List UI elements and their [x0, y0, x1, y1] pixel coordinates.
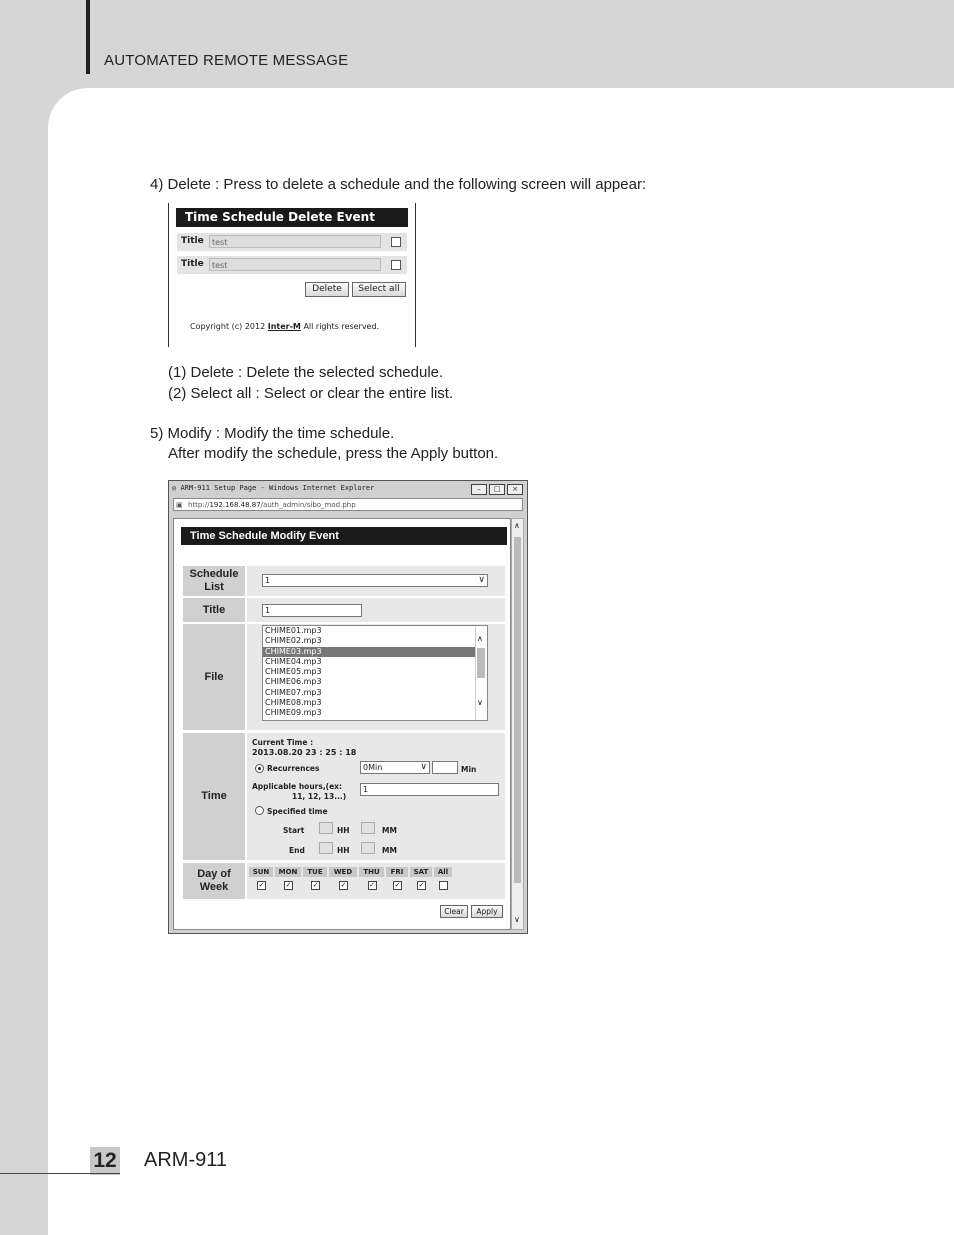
schedule-list-value: 1	[265, 576, 271, 585]
chevron-up-icon[interactable]: ∧	[477, 634, 483, 643]
file-item[interactable]: CHIME06.mp3	[265, 677, 322, 687]
file-item[interactable]: CHIME05.mp3	[265, 667, 322, 677]
modify-event-screenshot	[168, 480, 528, 934]
browser-scrollbar[interactable]	[511, 518, 524, 930]
end-mm-label: MM	[382, 846, 397, 855]
ie-icon: ◎	[172, 484, 177, 492]
start-mm-input[interactable]	[361, 822, 375, 834]
day-header: WED	[329, 867, 357, 877]
file-item[interactable]: CHIME07.mp3	[265, 687, 322, 697]
day-of-week-label: Day of Week	[183, 863, 245, 899]
file-item[interactable]: CHIME09.mp3	[265, 708, 322, 718]
start-hh-input[interactable]	[319, 822, 333, 834]
file-item[interactable]: CHIME08.mp3	[265, 698, 322, 708]
maximize-icon[interactable]: □	[489, 484, 505, 495]
step4-item-select-all: (2) Select all : Select or clear the entire list.	[168, 385, 454, 402]
row-label: Title	[181, 259, 204, 269]
applicable-hours-input[interactable]: 1	[360, 783, 499, 796]
file-item[interactable]: CHIME02.mp3	[265, 636, 322, 646]
day-of-week-cell	[247, 863, 505, 899]
file-list-scrollbar[interactable]	[475, 626, 487, 720]
chevron-up-icon[interactable]: ∧	[514, 521, 520, 530]
chevron-down-icon: ∨	[420, 762, 427, 772]
start-mm-label: MM	[382, 826, 397, 835]
schedule-list-select[interactable]	[262, 574, 488, 587]
footer-rule	[0, 1173, 120, 1174]
day-checkbox[interactable]: ✓	[418, 881, 425, 889]
browser-scroll-thumb[interactable]	[514, 537, 521, 883]
chevron-down-icon: ∨	[478, 575, 485, 585]
section-title: AUTOMATED REMOTE MESSAGE	[104, 52, 349, 69]
specified-time-label: Specified time	[267, 807, 328, 816]
file-item[interactable]: CHIME01.mp3	[265, 626, 322, 635]
day-checkbox[interactable]: ✓	[340, 881, 347, 889]
minimize-icon[interactable]: –	[471, 484, 487, 495]
delete-button[interactable]: Delete	[305, 282, 349, 297]
delete-event-title: Time Schedule Delete Event	[176, 208, 408, 227]
day-checkbox[interactable]: ✓	[394, 881, 401, 889]
schedule-list-cell	[247, 566, 505, 596]
file-listbox[interactable]	[262, 625, 488, 721]
day-checkbox[interactable]: ✓	[312, 881, 319, 889]
row-checkbox[interactable]	[391, 237, 401, 247]
step5-text: 5) Modify : Modify the time schedule.	[150, 425, 395, 442]
title-label: Title	[183, 598, 245, 622]
copyright-suffix: All rights reserved.	[303, 322, 380, 331]
chevron-down-icon[interactable]: ∨	[514, 915, 520, 924]
row-label: Title	[181, 236, 204, 246]
specified-time-radio[interactable]	[255, 806, 264, 815]
title-input[interactable]: 1	[262, 604, 362, 617]
applicable-hours-example: 11, 12, 13...)	[292, 792, 347, 801]
address-host: 192.168.48.87	[209, 501, 261, 509]
page-icon: ▣	[176, 501, 183, 509]
recurrences-radio[interactable]	[255, 764, 264, 773]
current-time-value: 2013.08.20 23 : 25 : 18	[252, 748, 357, 757]
day-header: TUE	[303, 867, 327, 877]
schedule-list-label: Schedule List	[183, 566, 245, 596]
start-hh-label: HH	[337, 826, 350, 835]
applicable-hours-label: Applicable hours,(ex:	[252, 782, 343, 791]
end-hh-input[interactable]	[319, 842, 333, 854]
time-cell	[247, 733, 505, 860]
recurrences-label: Recurrences	[267, 764, 320, 773]
copyright-prefix: Copyright (c) 2012	[190, 322, 266, 331]
header-bar	[86, 0, 90, 74]
apply-button[interactable]: Apply	[471, 905, 503, 918]
delete-event-screenshot	[168, 203, 416, 347]
file-item-selected[interactable]: CHIME03.mp3	[263, 647, 476, 657]
step4-text: 4) Delete : Press to delete a schedule and the following screen will appear:	[150, 176, 647, 193]
day-header: SUN	[249, 867, 273, 877]
row-title-field[interactable]: test	[209, 235, 381, 248]
window-title-text: ARM-911 Setup Page - Windows Internet Explorer	[180, 484, 375, 492]
day-header: All	[434, 867, 452, 877]
model-name: ARM-911	[144, 1149, 227, 1171]
min-label: Min	[461, 765, 477, 774]
copyright	[190, 322, 379, 331]
page-number: 12	[90, 1147, 120, 1175]
browser-content	[173, 518, 511, 930]
row-title-field[interactable]: test	[209, 258, 381, 271]
time-label: Time	[183, 733, 245, 860]
file-label: File	[183, 624, 245, 730]
copyright-brand: Inter-M	[267, 322, 301, 331]
day-header: SAT	[410, 867, 432, 877]
day-checkbox[interactable]	[439, 881, 448, 890]
file-list-scroll-thumb[interactable]	[477, 648, 485, 678]
recurrence-min-input[interactable]	[432, 761, 458, 774]
day-header: FRI	[386, 867, 408, 877]
modify-event-title: Time Schedule Modify Event	[181, 527, 507, 545]
day-checkbox-grid	[249, 867, 449, 895]
chevron-down-icon[interactable]: ∨	[477, 698, 483, 707]
recurrence-select-value: 0Min	[363, 763, 383, 772]
file-item[interactable]: CHIME04.mp3	[265, 656, 322, 666]
start-label: Start	[283, 826, 305, 835]
day-header: MON	[275, 867, 301, 877]
address-bar[interactable]	[173, 498, 523, 511]
delete-row	[177, 256, 407, 274]
step4-item-delete: (1) Delete : Delete the selected schedule.	[168, 364, 444, 381]
row-checkbox[interactable]	[391, 260, 401, 270]
delete-row	[177, 233, 407, 251]
close-icon[interactable]: ×	[507, 484, 523, 495]
end-hh-label: HH	[337, 846, 350, 855]
end-mm-input[interactable]	[361, 842, 375, 854]
title-cell	[247, 598, 505, 622]
select-all-button[interactable]: Select all	[352, 282, 406, 297]
day-checkbox[interactable]: ✓	[258, 881, 265, 889]
current-time-label: Current Time :	[252, 738, 314, 747]
window-title	[172, 484, 374, 492]
address-path: /auth_admin/sibo_mod.php	[260, 501, 356, 509]
clear-button[interactable]: Clear	[440, 905, 468, 918]
step5-subtext: After modify the schedule, press the Apply button.	[168, 445, 499, 462]
end-label: End	[289, 846, 305, 855]
recurrence-select[interactable]	[360, 761, 430, 774]
day-header: THU	[359, 867, 384, 877]
address-prefix: http://	[188, 501, 210, 509]
day-checkbox[interactable]: ✓	[285, 881, 292, 889]
day-checkbox[interactable]: ✓	[369, 881, 375, 889]
